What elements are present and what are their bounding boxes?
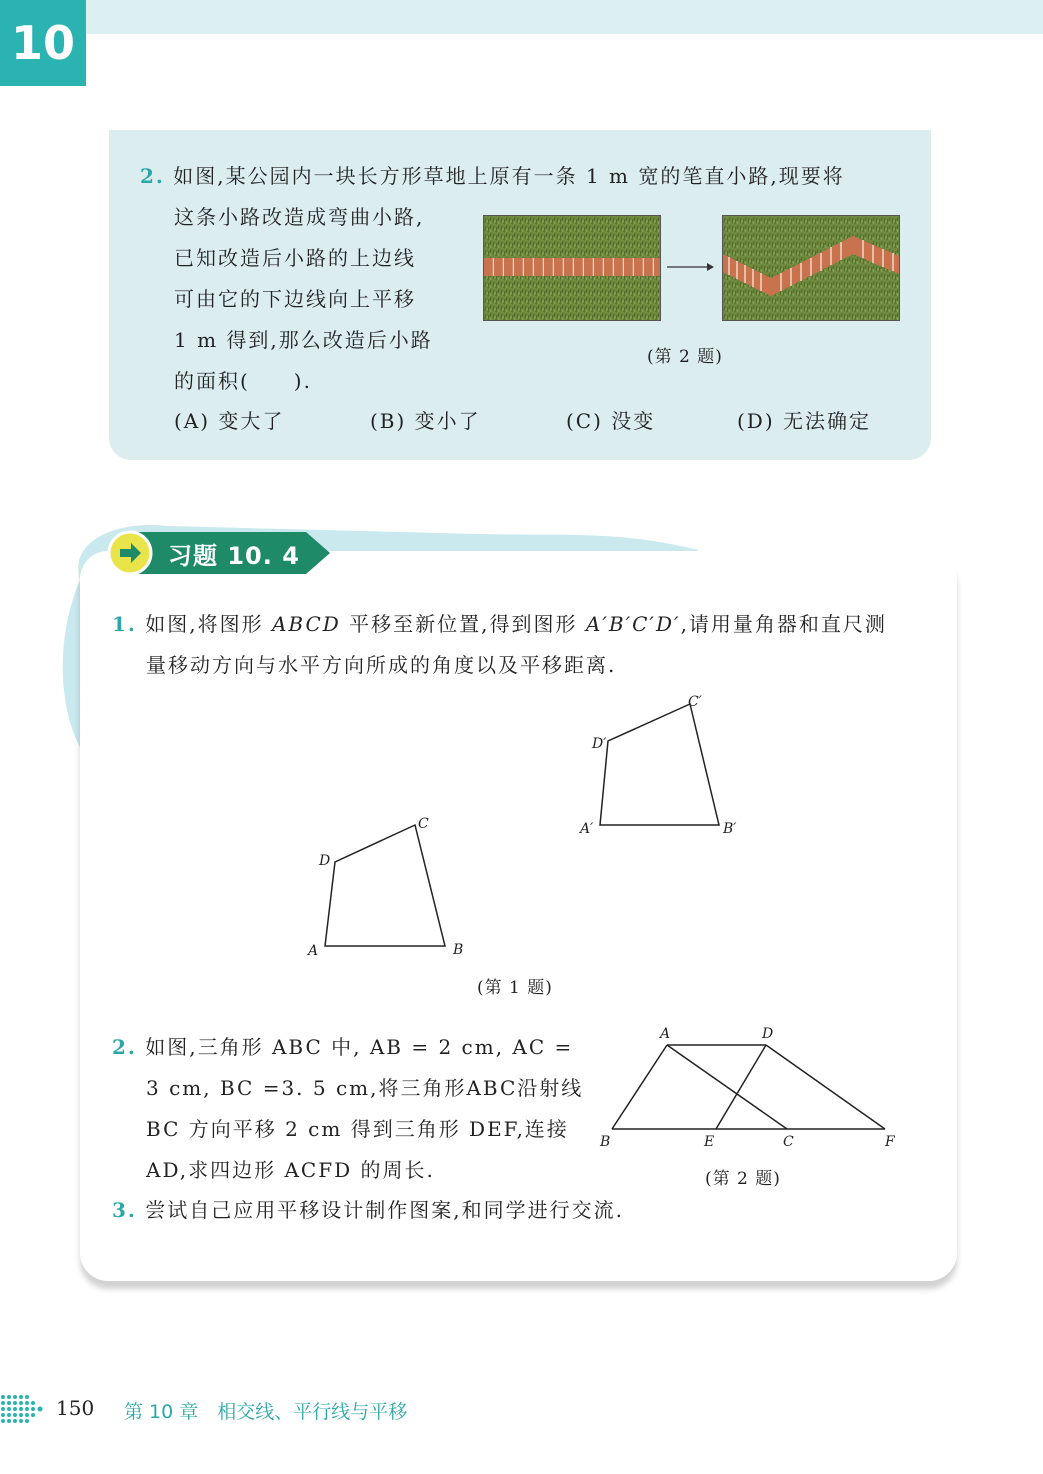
line-ab [612, 1045, 667, 1129]
header-bar [86, 0, 1043, 34]
label-c: C [418, 816, 429, 832]
chapter-number: 10 [0, 0, 86, 86]
label-e: E [704, 1134, 715, 1150]
option-c: (C) 没变 [566, 409, 656, 433]
chapter-title: 第 10 章 相交线、平行线与平移 [124, 1401, 408, 1423]
curved-path-image [722, 215, 900, 321]
q1-text-b: ABCD [271, 612, 341, 636]
label-d-prime: D′ [592, 736, 607, 752]
exercise-q2-line4: AD,求四边形 ACFD 的周长. [146, 1158, 435, 1182]
exercise-q1-line1 [112, 608, 887, 637]
q1-text-a: 如图,将图形 [145, 612, 272, 636]
quadrilateral-figure [290, 690, 760, 970]
label-a: A [308, 943, 319, 959]
footer-dots-icon [0, 1392, 48, 1426]
q1-text-c: 平移至新位置,得到图形 [340, 612, 586, 636]
exercise-q2-line2: 3 cm, BC =3. 5 cm,将三角形ABC沿射线 [146, 1076, 584, 1100]
label-f: F [885, 1134, 895, 1150]
practice-q2-line6: 的面积( ). [174, 369, 312, 393]
practice-q2-line3: 已知改造后小路的上边线 [174, 246, 416, 270]
label-d: D [319, 853, 331, 869]
q3-text: 尝试自己应用平移设计制作图案,和同学进行交流. [145, 1198, 624, 1222]
label-c: C [783, 1134, 794, 1150]
exercise-title: 习题 10. 4 [168, 542, 300, 570]
page-number: 150 [56, 1396, 95, 1420]
label-a-prime: A′ [580, 821, 594, 837]
option-d: (D) 无法确定 [737, 409, 871, 433]
label-c-prime: C′ [688, 694, 702, 710]
exercise-q2-caption: (第 2 题) [705, 1169, 781, 1189]
option-a: (A) 变大了 [174, 409, 285, 433]
label-b-prime: B′ [723, 821, 737, 837]
label-a: A [660, 1026, 671, 1042]
exercise-q1-caption: (第 1 题) [477, 978, 553, 998]
question-number: 2. [140, 164, 165, 188]
line-df [766, 1045, 885, 1129]
label-d: D [762, 1026, 774, 1042]
q2-text-1: 如图,三角形 ABC 中, AB = 2 cm, AC = [145, 1035, 574, 1059]
exercise-q3 [112, 1194, 624, 1223]
practice-q2-caption: (第 2 题) [647, 347, 723, 367]
practice-q2-line5: 1 m 得到,那么改造后小路 [174, 328, 433, 352]
question-number: 1. [112, 612, 137, 636]
question-number: 3. [112, 1198, 137, 1222]
quadrilateral-abcd [325, 825, 445, 946]
q1-text-e: ,请用量角器和直尺测 [680, 612, 887, 636]
line-ac [667, 1045, 787, 1129]
q1-text-d: A′B′C′D′ [585, 612, 681, 636]
label-b: B [600, 1134, 611, 1150]
arrow-right-icon [667, 260, 715, 274]
question-number: 2. [112, 1035, 137, 1059]
exercise-q1-line2: 量移动方向与水平方向所成的角度以及平移距离. [146, 653, 617, 677]
practice-q2-line2: 这条小路改造成弯曲小路, [174, 205, 425, 229]
straight-path-image [483, 215, 661, 321]
triangle-translation-figure [595, 1022, 905, 1152]
exercise-q2-line3: BC 方向平移 2 cm 得到三角形 DEF,连接 [146, 1117, 569, 1141]
line-de [716, 1045, 766, 1129]
practice-q2-line4: 可由它的下边线向上平移 [174, 287, 416, 311]
exercise-q2-line1 [112, 1031, 573, 1060]
option-b: (B) 变小了 [370, 409, 481, 433]
question-text: 如图,某公园内一块长方形草地上原有一条 1 m 宽的笔直小路,现要将 [173, 164, 845, 188]
practice-q2-line1 [140, 160, 845, 189]
label-b: B [453, 942, 464, 958]
quadrilateral-abcd-prime [600, 704, 719, 825]
